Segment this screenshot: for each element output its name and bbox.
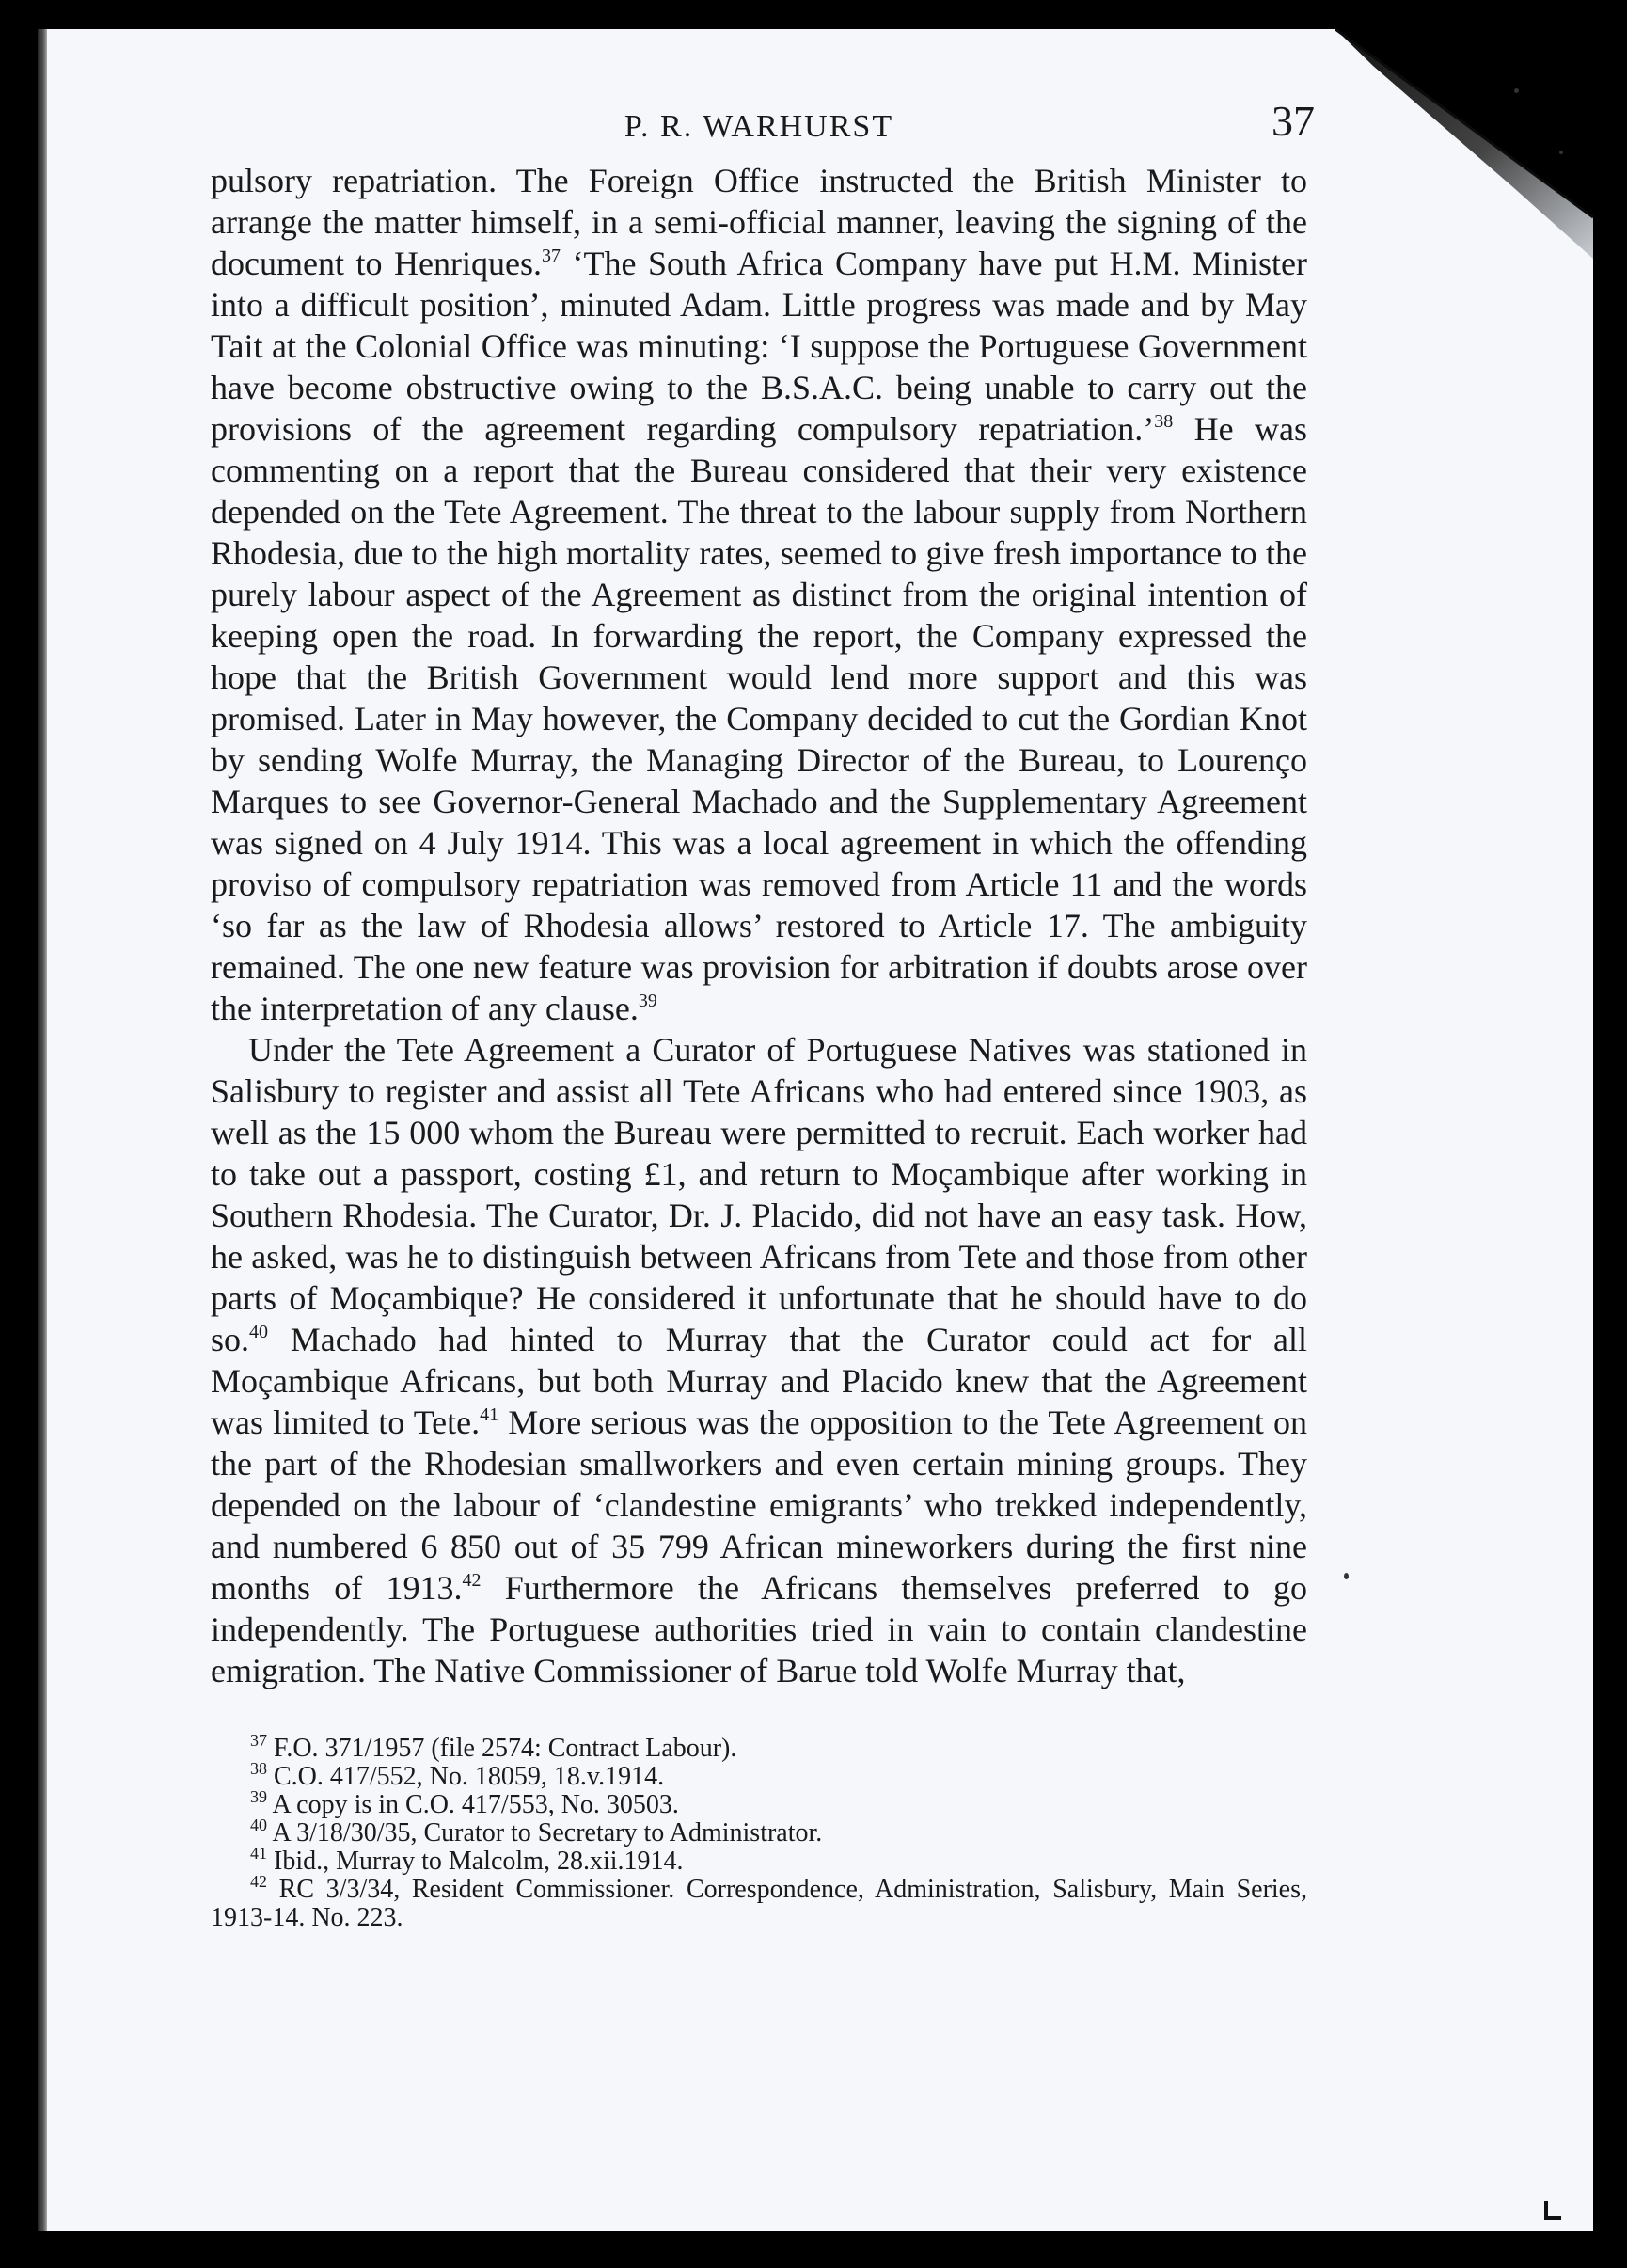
dust-speck <box>1559 151 1563 154</box>
page-edge-shadow <box>38 29 47 2231</box>
footnote-text: Ibid., Murray to Malcolm, 28.xii.1914. <box>274 1847 684 1876</box>
footnote-number: 42 <box>250 1872 267 1891</box>
footnote-number: 41 <box>250 1844 267 1863</box>
body-text <box>211 160 1307 1691</box>
footnote-number: 40 <box>250 1816 267 1834</box>
dust-speck <box>1344 1573 1349 1579</box>
paragraph-text: Under the Tete Agreement a Curator of Portuguese Natives was stationed in Salisbury to register and assist all Tete Africans who had entered since 1903, as well as the 15 000 whom the Bureau were permitted to recruit. Each worker had to take out a passport, costing £1, and return to Moçambique after working in Southern Rhodesia. The Curator, Dr. J. Placido, did not have an easy task. How, he asked, was he to distinguish between Africans from Tete and those from other parts of Moçambique? He considered it unfortunate that he should have to do so. <box>211 1031 1307 1358</box>
footnote-number: 37 <box>250 1731 267 1750</box>
footnote <box>211 1731 1307 1763</box>
footnote-number: 38 <box>250 1759 267 1778</box>
footnote <box>211 1759 1307 1791</box>
corner-crop-mark-icon <box>1542 2199 1565 2222</box>
running-head-author: P. R. WARHURST <box>624 109 894 144</box>
page-content <box>211 94 1315 1932</box>
footnote <box>211 1844 1307 1876</box>
paragraph-text: pulsory repatriation. The Foreign Office instructed the British Minister to arrange the matter himself, in a semi-official manner, leaving the signing of the document to Henriques. <box>211 162 1307 282</box>
footnote-text: RC 3/3/34, Resident Commissioner. Correspondence, Administration, Salisbury, Main Series, 1913-14. No. 223. <box>211 1875 1307 1932</box>
footnote-ref: 39 <box>638 991 657 1011</box>
footnote-ref: 37 <box>541 246 561 266</box>
footnote <box>211 1787 1307 1819</box>
footnote-text: A 3/18/30/35, Curator to Secretary to Administrator. <box>272 1818 823 1848</box>
paragraph-text: ‘The South Africa Company have put H.M. Minister into a difficult position’, minuted Adam. Little progress was made and by May Tait at the Colonial Office was minuting: ‘I suppose the Portuguese Government have become obstructive owing to the B.S.A.C. being unable to carry out the provisions of the agreement regarding compulsory repatriation.’ <box>211 245 1307 448</box>
paragraph <box>211 160 1307 1029</box>
footnote-text: A copy is in C.O. 417/553, No. 30503. <box>272 1790 679 1819</box>
footnote-text: C.O. 417/552, No. 18059, 18.v.1914. <box>274 1762 665 1791</box>
footnote-number: 39 <box>250 1787 267 1806</box>
paragraph-text: He was commenting on a report that the Bureau considered that their very existence depended on the Tete Agreement. The threat to the labour supply from Northern Rhodesia, due to the high mortality rates, seemed to give fresh importance to the purely labour aspect of the Agreement as distinct from the original intention of keeping open the road. In forwarding the report, the Company expressed the hope that the British Government would lend more support and this was promised. Later in May however, the Company decided to cut the Gordian Knot by sending Wolfe Murray, the Managing Director of the Bureau, to Lourenço Marques to see Governor-General Machado and the Supplementary Agreement was signed on 4 July 1914. This was a local agreement in which the offending proviso of compulsory repatriation was removed from Article 11 and the words ‘so far as the law of Rhodesia allows’ restored to Article 17. The ambiguity remained. The one new feature was provision for arbitration if doubts arose over the interpretation of any clause. <box>211 410 1307 1027</box>
dust-speck <box>1514 88 1519 93</box>
paragraph-text: Machado had hinted to Murray that the Curator could act for all Moçambique Africans, but both Murray and Placido knew that the Agreement was limited to Tete. <box>211 1321 1307 1441</box>
footnote <box>211 1816 1307 1848</box>
footnote-ref: 42 <box>462 1570 482 1591</box>
footnote-text: F.O. 371/1957 (file 2574: Contract Labour). <box>274 1734 737 1763</box>
page-number: 37 <box>1272 97 1315 145</box>
paragraph-text: Furthermore the Africans themselves preferred to go independently. The Portuguese authorities tried in vain to contain clandestine emigration. The Native Commissioner of Barue told Wolfe Murray that, <box>211 1569 1307 1689</box>
footnote-ref: 41 <box>480 1404 499 1425</box>
footnote-ref: 38 <box>1154 411 1174 432</box>
paragraph <box>211 1029 1307 1691</box>
footnote <box>211 1872 1307 1932</box>
running-head <box>211 96 1315 151</box>
footnotes <box>211 1731 1307 1932</box>
paragraph-text: More serious was the opposition to the Tete Agreement on the part of the Rhodesian smallworkers and even certain mining groups. They depended on the labour of ‘clandestine emigrants’ who trekked independently, and numbered 6 850 out of 35 799 African mineworkers during the first nine months of 1913. <box>211 1404 1308 1607</box>
footnote-ref: 40 <box>249 1322 269 1342</box>
